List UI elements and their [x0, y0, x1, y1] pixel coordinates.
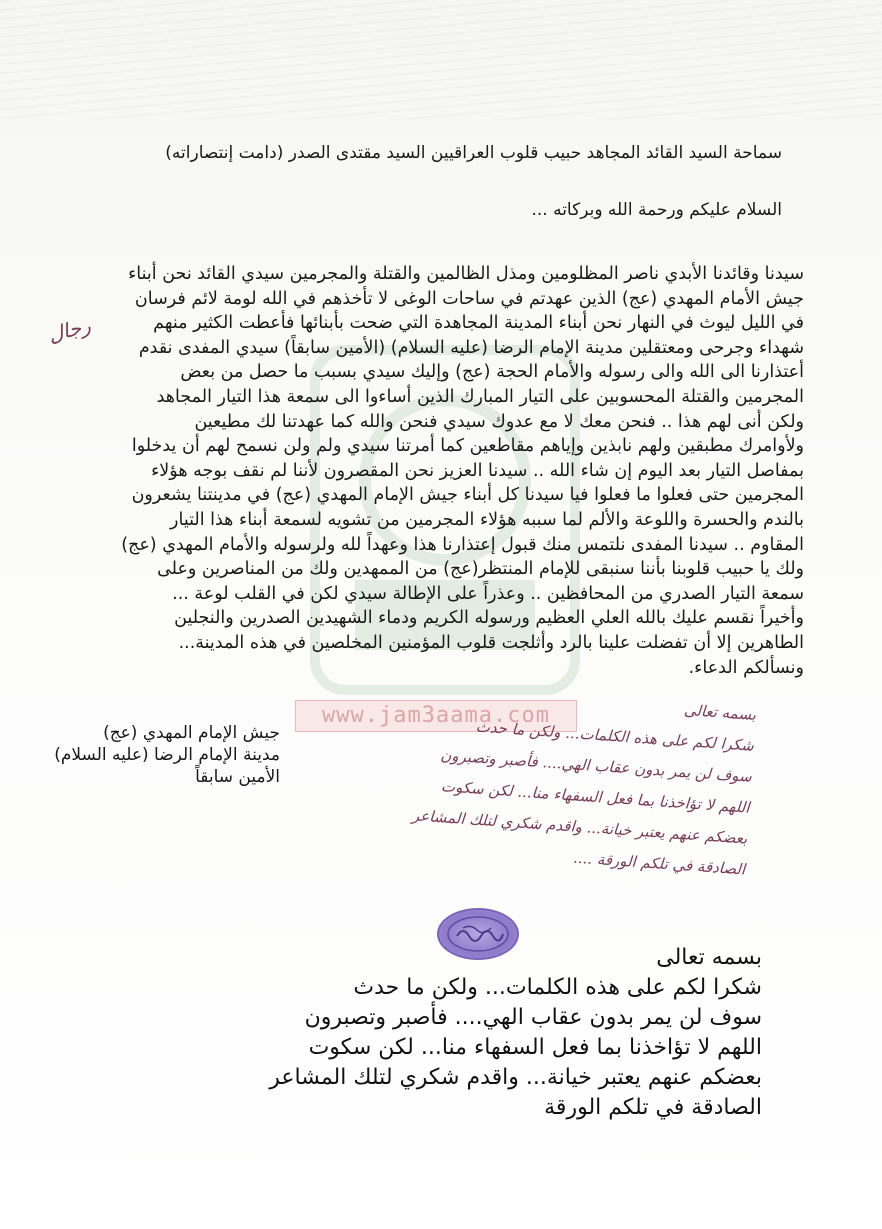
body-line: ولكن أنى لهم هذا .. فنحن معك لا مع عدوك سيدي فنحن والله كما عهدتنا لك مطيعين: [194, 411, 804, 432]
handwritten-line: بعضكم عنهم يعتبر خيانة... واقدم شكري لتلك المشاعر: [411, 806, 748, 848]
body-line: ولأوامرك مطبقين ولهم نابذين وإياهم مقاطعين كما أمرتنا سيدي ولم ولن نسمح لهم أن يدخلوا: [131, 436, 804, 457]
typed-line: اللهم لا تؤاخذنا بما فعل السفهاء منا... لكن سكوت: [308, 1035, 762, 1060]
signature-line: جيش الإمام المهدي (عج): [103, 723, 280, 743]
typed-line: بسمه تعالى: [656, 945, 762, 970]
handwritten-reply: [295, 669, 757, 886]
scan-artifact: [0, 0, 882, 120]
typed-transcription: [62, 943, 762, 1123]
body-line: المجرمين والقتلة المحسوبين على التيار المبارك الذين أساءوا الى سمعة هذا التيار المجاهد: [156, 386, 804, 407]
typed-line: سوف لن يمر بدون عقاب الهي.... فأصبر وتصبرون: [304, 1005, 762, 1030]
body-line: سمعة التيار الصدري من المحافظين .. وعذراً على الإطالة سيدي لكن في القلب لوعة ...: [172, 583, 804, 604]
letter-greeting: السلام عليكم ورحمة الله وبركاته ...: [531, 200, 782, 220]
body-line: في الليل ليوث في النهار نحن أبناء المدينة المجاهدة التي ضحت بأبنائها فأعطت الكثير منهم: [153, 313, 804, 334]
handwritten-line: اللهم لا تؤاخذنا بما فعل السفهاء منا... لكن سكوت: [440, 777, 751, 817]
signature-line: الأمين سابقاً: [195, 767, 280, 787]
body-line: بمفاصل التيار بعد اليوم إن شاء الله .. سيدنا العزيز نحن المقصرون لأننا لم نقف بوجه هؤلاء: [151, 460, 804, 481]
handwritten-line: الصادقة في تلكم الورقة ....: [572, 848, 746, 879]
typed-line: الصادقة في تلكم الورقة: [544, 1095, 762, 1120]
handwritten-line: شكرا لكم على هذه الكلمات... ولكن ما حدث: [475, 717, 755, 755]
body-line: ونسألكم الدعاء.: [688, 657, 804, 678]
body-line: وأخيراً نقسم عليك بالله العلي العظيم ورسوله الكريم ودماء الشهيدين الصدرين والنجلين: [174, 608, 804, 629]
handwritten-line: بسمه تعالى: [683, 700, 757, 724]
typed-line: شكرا لكم على هذه الكلمات... ولكن ما حدث: [353, 975, 762, 1000]
body-line: سيدنا وقائدنا الأبدي ناصر المظلومين ومذل الظالمين والقتلة والمجرمين سيدي القائد نحن أبناء: [128, 264, 804, 284]
body-line: شهداء وجرحى ومعتقلين مدينة الإمام الرضا (عليه السلام) (الأمين سابقاً) سيدي المفدى نقدم: [138, 337, 804, 358]
body-line: المقاوم .. سيدنا المفدى نلتمس منك قبول إعتذارنا هذا وعهداً لله ولرسوله والأمام المهدي (عج): [121, 534, 804, 555]
body-line: الطاهرين إلا أن تفضلت علينا بالرد وأثلجت قلوب المؤمنين المخلصين في هذه المدينة...: [178, 632, 804, 653]
body-line: جيش الأمام المهدي (عج) الذين عهدتم في ساحات الوغى لا تأخذهم في الله لومة لائم فرسان: [134, 288, 804, 309]
letter-body: [84, 262, 804, 680]
body-line: ولك يا حبيب قلوبنا بأننا سنبقى للإمام المنتظر(عج) من الممهدين ولك من المناصرين وعلى: [157, 559, 804, 580]
letter-header: سماحة السيد القائد المجاهد حبيب قلوب العراقيين السيد مقتدى الصدر (دامت إنتصاراته): [165, 143, 782, 163]
signature-line: مدينة الإمام الرضا (عليه السلام): [54, 745, 280, 765]
body-line: المجرمين حتى فعلوا ما فعلوا فيا سيدنا كل أبناء جيش الإمام المهدي (عج) في مدينتنا يشعرون: [131, 485, 804, 506]
body-line: بالندم والحسرة واللوعة والألم لما سببه هؤلاء المجرمين من تشويه لسمعة أبناء هذا التيار: [170, 509, 804, 530]
typed-line: بعضكم عنهم يعتبر خيانة... واقدم شكري لتلك المشاعر: [269, 1065, 762, 1090]
margin-note: رجال: [45, 313, 93, 347]
body-line: أعتذارنا الى الله والى رسوله والأمام الحجة (عج) وإليك سيدي بسبب ما حصل من بعض: [180, 362, 804, 383]
watermark-url: www.jam3aama.com: [295, 700, 577, 732]
letter-signature: [20, 722, 280, 788]
handwritten-line: سوف لن يمر بدون عقاب الهي.... فأصبر وتصبرون: [439, 746, 753, 786]
